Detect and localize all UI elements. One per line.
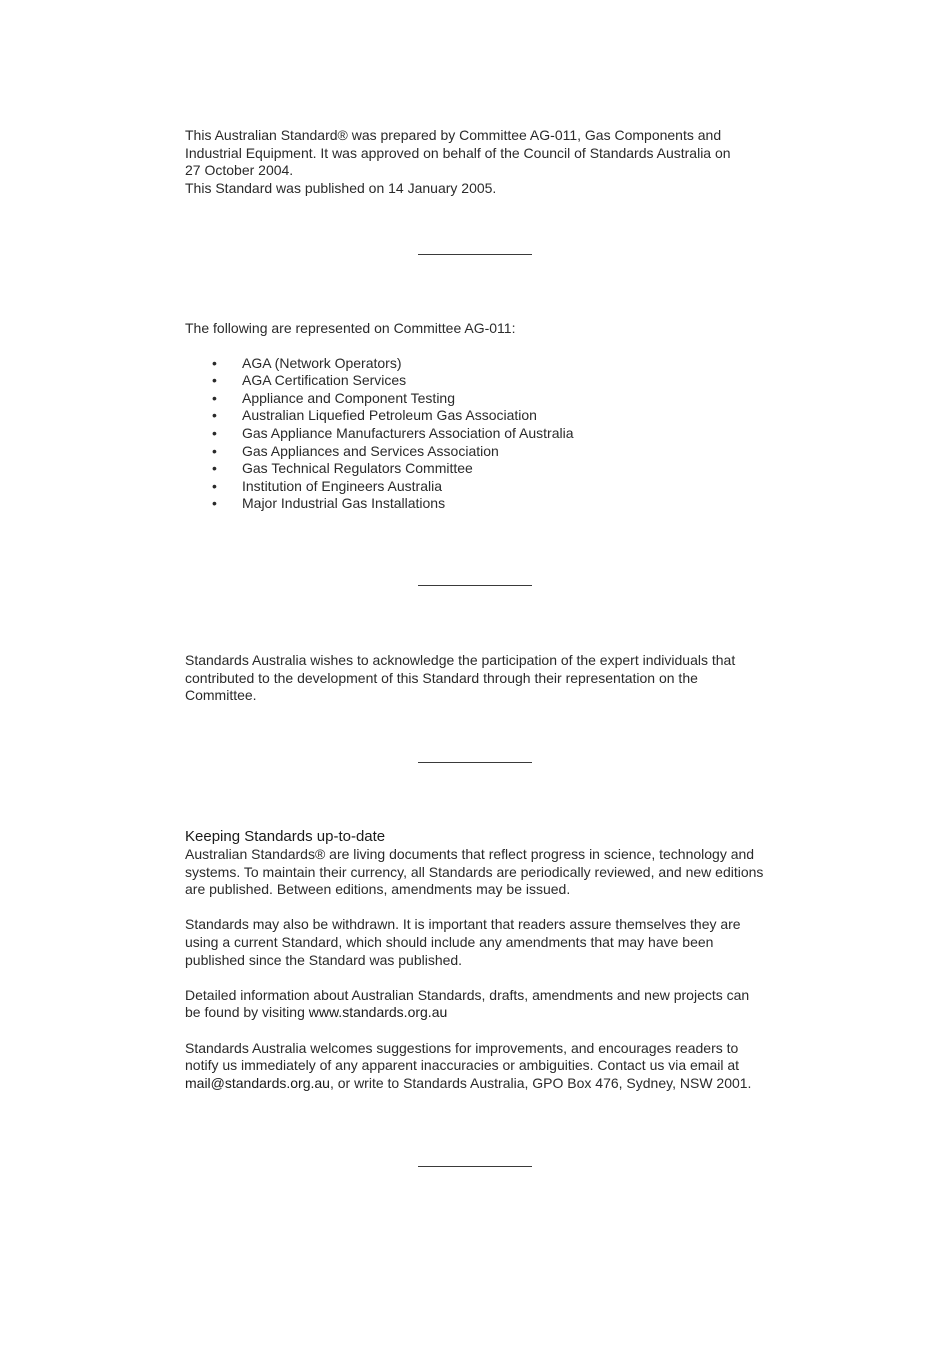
paragraph-suggestions [185, 1040, 775, 1093]
list-item [185, 355, 775, 373]
committee-member: Gas Technical Regulators Committee [242, 460, 473, 477]
preparation-line-2: Industrial Equipment. It was approved on behalf of the Council of Standards Australia on [185, 144, 731, 161]
committee-member: Gas Appliance Manufacturers Association of Australia [242, 424, 574, 441]
committee-member: AGA Certification Services [242, 372, 407, 389]
paragraph-withdrawn [185, 916, 775, 969]
bullet-icon: • [212, 460, 217, 477]
bullet-icon: • [212, 354, 217, 371]
publication-date-line: This Standard was published on 14 January 2005. [185, 179, 497, 196]
section-divider [418, 585, 532, 586]
list-item [185, 443, 775, 461]
paragraph-living-documents [185, 846, 775, 899]
website-link[interactable]: www.standards.org.au [308, 1004, 448, 1021]
text-line: published since the Standard was published. [185, 951, 463, 968]
text-line: are published. Between editions, amendments may be issued. [185, 881, 571, 898]
list-item [185, 460, 775, 478]
preparation-line-3: 27 October 2004. [185, 162, 294, 179]
bullet-icon: • [212, 372, 217, 389]
list-item [185, 390, 775, 408]
email-link[interactable]: mail@standards.org.au [185, 1074, 330, 1091]
acknowledgement-line-1: Standards Australia wishes to acknowledge the participation of the expert individuals that [185, 652, 736, 668]
text-line: notify us immediately of any apparent inaccuracies or ambiguities. Contact us via email at [185, 1057, 740, 1074]
committee-member: Appliance and Component Testing [242, 389, 456, 406]
list-item [185, 372, 775, 390]
preparation-statement [185, 127, 775, 197]
text-line: Standards may also be withdrawn. It is important that readers assure themselves they are [185, 916, 741, 933]
section-heading: Keeping Standards up-to-date [185, 828, 386, 845]
bullet-icon: • [212, 424, 217, 441]
acknowledgement-line-2: contributed to the development of this Standard through their representation on the [185, 669, 698, 686]
text-line: , or write to Standards Australia, GPO Box 476, Sydney, NSW 2001. [329, 1074, 752, 1091]
text-line: be found by visiting [185, 1004, 309, 1021]
section-divider [418, 1166, 532, 1167]
paragraph-detailed-information [185, 987, 775, 1022]
text-line: systems. To maintain their currency, all Standards are periodically reviewed, and new editions [185, 863, 764, 880]
bullet-icon: • [212, 477, 217, 494]
bullet-icon: • [212, 407, 217, 424]
text-line: Standards Australia welcomes suggestions for improvements, and encourages readers to [185, 1039, 739, 1056]
committee-member: AGA (Network Operators) [242, 354, 402, 371]
committee-member: Institution of Engineers Australia [242, 477, 443, 494]
list-item [185, 425, 775, 443]
bullet-icon: • [212, 389, 217, 406]
list-item [185, 478, 775, 496]
bullet-icon: • [212, 442, 217, 459]
list-item [185, 495, 775, 513]
text-line: Detailed information about Australian Standards, drafts, amendments and new projects can [185, 986, 750, 1003]
committee-member: Australian Liquefied Petroleum Gas Association [242, 407, 537, 424]
committee-member-list [185, 355, 775, 513]
committee-member: Major Industrial Gas Installations [242, 495, 446, 512]
list-item [185, 407, 775, 425]
keeping-standards-section [185, 827, 775, 1092]
committee-section [185, 320, 775, 513]
section-divider [418, 762, 532, 763]
bullet-icon: • [212, 495, 217, 512]
text-line: using a current Standard, which should include any amendments that may have been [185, 933, 714, 950]
preparation-line-1: This Australian Standard® was prepared by Committee AG-011, Gas Components and [185, 127, 722, 143]
section-divider [418, 254, 532, 255]
text-line: Australian Standards® are living documents that reflect progress in science, technology and [185, 846, 755, 862]
committee-intro: The following are represented on Committee AG-011: [185, 320, 516, 336]
acknowledgement-section [185, 652, 775, 705]
committee-member: Gas Appliances and Services Association [242, 442, 499, 459]
acknowledgement-line-3: Committee. [185, 687, 257, 704]
